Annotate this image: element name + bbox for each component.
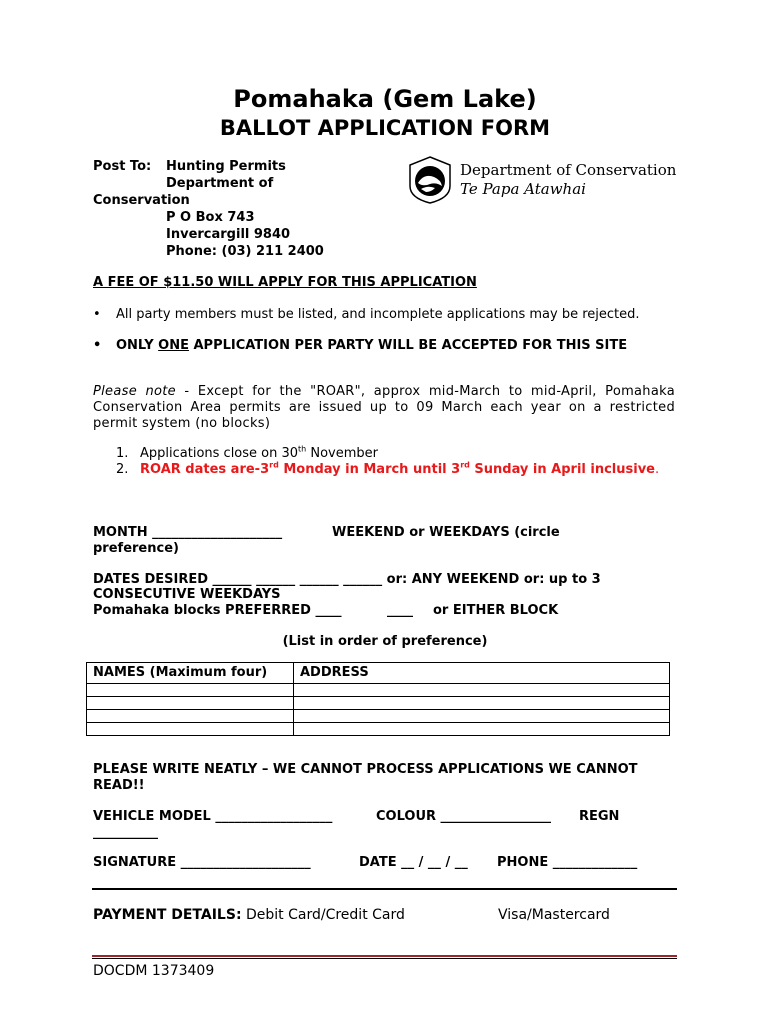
regn-field-line[interactable]: __________ (93, 825, 158, 840)
list-number: 1. (116, 446, 129, 461)
dates-desired-field[interactable]: DATES DESIRED ______ ______ ______ ______ or: ANY WEEKEND or: up to 3 (93, 572, 601, 587)
bullet-item (93, 307, 653, 323)
party-members-table (86, 662, 670, 736)
table-row (87, 697, 670, 710)
list-text-part: Applications close on 30 (140, 446, 299, 461)
list-text (140, 462, 676, 478)
phone-field[interactable]: PHONE _____________ (497, 855, 638, 870)
bullet-text: All party members must be listed, and incomplete applications may be rejected. (116, 307, 640, 322)
weekend-field[interactable]: WEEKEND or WEEKDAYS (circle (332, 525, 560, 540)
address-cell[interactable] (294, 723, 670, 736)
roar-dates-text: ROAR dates are-3 (140, 462, 270, 477)
roar-dates-period: . (655, 462, 660, 477)
logo-text-maori: Te Papa Atawhai (460, 180, 586, 198)
table-row (87, 723, 670, 736)
bullet-text (116, 338, 653, 354)
month-field[interactable]: MONTH ____________________ (93, 525, 283, 540)
divider (92, 888, 677, 890)
address-column-header: ADDRESS (294, 663, 670, 684)
address-line: Department of (166, 176, 274, 191)
table-header-row (87, 663, 670, 684)
list-item (116, 462, 676, 478)
dates-desired-cont: CONSECUTIVE WEEKDAYS (93, 587, 281, 602)
name-cell[interactable] (87, 684, 294, 697)
fee-notice: A FEE OF $11.50 WILL APPLY FOR THIS APPLICATION (93, 275, 477, 290)
list-item (116, 446, 676, 462)
vehicle-model-field[interactable]: VEHICLE MODEL __________________ (93, 809, 333, 824)
roar-dates-sup: rd (269, 460, 279, 470)
list-text-part: November (306, 446, 379, 461)
blocks-preferred-field[interactable]: Pomahaka blocks PREFERRED ____ (93, 603, 342, 618)
name-cell[interactable] (87, 710, 294, 723)
post-to-label: Post To: (93, 159, 152, 174)
bullet-icon: • (93, 338, 102, 353)
post-to-address (93, 158, 383, 260)
note-label: Please note (93, 384, 176, 399)
bullet-text-part: APPLICATION PER PARTY WILL BE ACCEPTED FOR THIS SITE (188, 338, 628, 353)
signature-field[interactable]: SIGNATURE ____________________ (93, 855, 311, 870)
page-title: Pomahaka (Gem Lake) (233, 85, 537, 113)
roar-dates-text: Sunday in April inclusive (469, 462, 656, 477)
list-text (140, 446, 676, 462)
blocks-preferred-field-2[interactable]: ____ (387, 603, 413, 618)
either-block-option: or EITHER BLOCK (433, 603, 559, 618)
bullet-item (93, 338, 653, 354)
payment-details (93, 907, 405, 923)
name-cell[interactable] (87, 723, 294, 736)
doc-logo (408, 156, 698, 204)
address-cell[interactable] (294, 684, 670, 697)
roar-dates-sup: rd (460, 460, 470, 470)
list-order-note: (List in order of preference) (282, 634, 488, 649)
payment-label: PAYMENT DETAILS: (93, 907, 242, 923)
name-cell[interactable] (87, 697, 294, 710)
address-line: P O Box 743 (166, 210, 255, 225)
logo-text-english: Department of Conservation (460, 161, 677, 179)
address-line: Conservation (93, 193, 190, 208)
payment-visa: Visa/Mastercard (498, 907, 610, 923)
payment-methods: Debit Card/Credit Card (241, 907, 405, 923)
footer-divider-thin (92, 958, 677, 959)
doc-logo-icon (408, 156, 452, 204)
write-neatly-warning: PLEASE WRITE NEATLY – WE CANNOT PROCESS APPLICATIONS WE CANNOT READ!! (93, 762, 638, 793)
form-title: BALLOT APPLICATION FORM (219, 116, 551, 140)
bullet-icon: • (93, 307, 101, 322)
footer-divider (92, 955, 677, 957)
names-column-header: NAMES (Maximum four) (87, 663, 294, 684)
table-row (87, 684, 670, 697)
address-line: Invercargill 9840 (166, 227, 291, 242)
bullet-text-emphasis: ONE (158, 338, 189, 353)
document-number: DOCDM 1373409 (93, 963, 215, 979)
list-number: 2. (116, 462, 129, 477)
weekend-field-cont: preference) (93, 541, 179, 556)
list-text-sup: th (298, 444, 307, 454)
table-row (87, 710, 670, 723)
note-text: - Except for the "ROAR", approx mid-March to mid-April, Pomahaka Conservation Area permits are issued up to 09 March each year on a restricted permit system (no blocks) (93, 384, 675, 431)
note-paragraph (93, 384, 675, 432)
roar-dates-text: Monday in March until 3 (278, 462, 461, 477)
address-cell[interactable] (294, 697, 670, 710)
colour-field[interactable]: COLOUR _________________ (376, 809, 552, 824)
regn-field[interactable]: REGN (579, 809, 620, 824)
bullet-text-part: ONLY (116, 338, 159, 353)
address-line: Hunting Permits (166, 159, 286, 174)
address-line: Phone: (03) 211 2400 (166, 244, 324, 259)
date-field[interactable]: DATE __ / __ / __ (359, 855, 468, 870)
address-cell[interactable] (294, 710, 670, 723)
